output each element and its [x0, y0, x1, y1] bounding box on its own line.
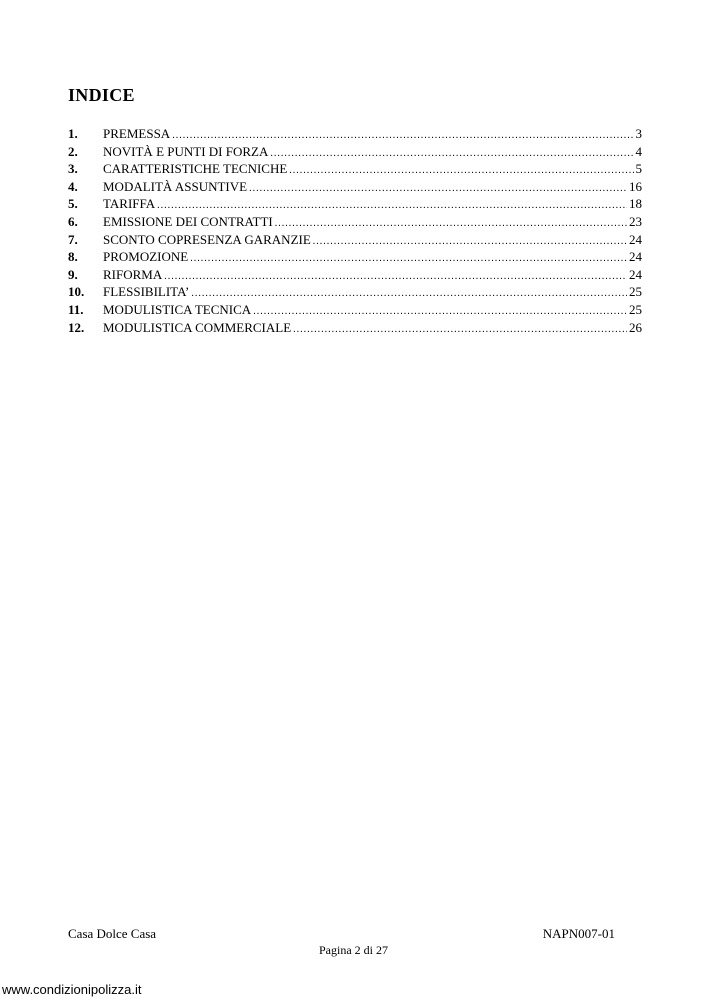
toc-entry[interactable] [68, 143, 642, 161]
toc-entry-label: RIFORMA [103, 266, 163, 282]
toc-entry-number: 10. [68, 284, 85, 300]
toc-entry-number: 9. [68, 266, 78, 282]
toc-entry-page: 26 [629, 319, 642, 335]
toc-dot-leader [253, 303, 627, 321]
toc-entry-page: 5 [635, 161, 642, 177]
toc-entry-page: 25 [629, 301, 642, 317]
toc-entry-page: 23 [629, 213, 642, 229]
toc-entry-page: 24 [629, 231, 642, 247]
toc-entry-number: 12. [68, 319, 85, 335]
toc-entry-number: 7. [68, 231, 78, 247]
toc-entry-number: 2. [68, 143, 78, 159]
toc-entry[interactable] [68, 231, 642, 249]
index-title: INDICE [68, 85, 135, 105]
toc-entry[interactable] [68, 160, 642, 178]
toc-dot-leader [289, 162, 633, 180]
toc-entry-number: 6. [68, 213, 78, 229]
toc-entry-page: 24 [629, 249, 642, 265]
toc-entry-label: PROMOZIONE [103, 249, 189, 265]
toc-entry-page: 24 [629, 266, 642, 282]
footer-document-code: NAPN007-01 [542, 926, 615, 941]
toc-entry-label: FLESSIBILITA’ [103, 284, 190, 300]
toc-dot-leader [275, 215, 627, 233]
source-watermark: www.condizionipolizza.it [2, 982, 142, 997]
toc-entry-number: 3. [68, 161, 78, 177]
toc-entry-label: SCONTO COPRESENZA GARANZIE [103, 231, 311, 247]
toc-entry[interactable] [68, 266, 642, 284]
toc-entry-page: 3 [635, 126, 642, 141]
toc-entry[interactable] [68, 178, 642, 196]
toc-entry-label: CARATTERISTICHE TECNICHE [103, 161, 288, 177]
toc-entry-label: TARIFFA [103, 196, 156, 212]
toc-entry-label: MODULISTICA TECNICA [103, 301, 252, 317]
toc-dot-leader [293, 321, 627, 339]
toc-entry-page: 18 [629, 196, 642, 212]
toc-entry-label: PREMESSA [103, 126, 171, 141]
toc-entry-page: 16 [629, 178, 642, 194]
toc-entry-page: 4 [635, 143, 642, 159]
toc-entry-number: 5. [68, 196, 78, 212]
toc-entry-number: 1. [68, 126, 78, 141]
toc-entry-label: EMISSIONE DEI CONTRATTI [103, 213, 273, 229]
toc-entry-page: 25 [629, 284, 642, 300]
toc-dot-leader [313, 233, 627, 251]
toc-dot-leader [191, 285, 627, 303]
toc-entry-number: 8. [68, 249, 78, 265]
toc-entry[interactable] [68, 195, 642, 213]
toc-entry[interactable] [68, 213, 642, 231]
toc-dot-leader [270, 145, 633, 163]
toc-entry-label: MODALITÀ ASSUNTIVE [103, 178, 248, 194]
toc-entry-number: 4. [68, 178, 78, 194]
footer-document-name: Casa Dolce Casa [68, 926, 157, 941]
footer-page-number: Pagina 2 di 27 [319, 943, 388, 957]
table-of-contents [68, 125, 642, 336]
toc-entry[interactable] [68, 319, 642, 337]
toc-dot-leader [164, 268, 627, 286]
toc-dot-leader [249, 180, 627, 198]
toc-entry-label: MODULISTICA COMMERCIALE [103, 319, 292, 335]
toc-entry[interactable] [68, 301, 642, 319]
toc-entry-label: NOVITÀ E PUNTI DI FORZA [103, 143, 269, 159]
toc-entry[interactable] [68, 125, 642, 143]
toc-entry[interactable] [68, 248, 642, 266]
toc-entry-number: 11. [68, 301, 84, 317]
toc-dot-leader [190, 250, 627, 268]
toc-entry[interactable] [68, 283, 642, 301]
